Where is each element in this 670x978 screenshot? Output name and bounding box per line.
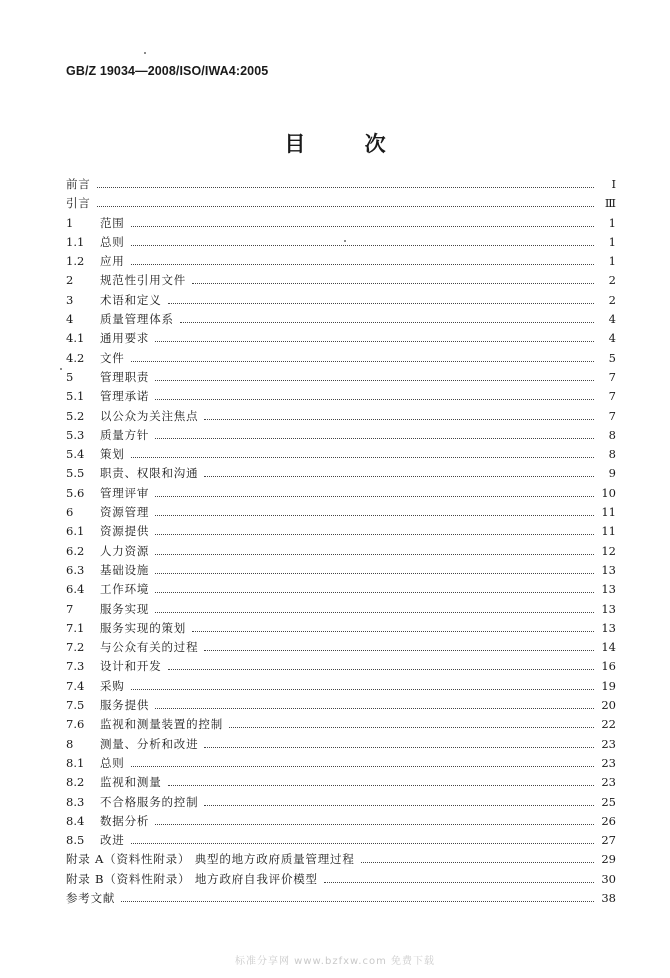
toc-entry-page: 20	[601, 698, 616, 713]
toc-entry	[66, 408, 616, 427]
toc-entry-number: 8.1	[66, 755, 85, 770]
dot-leader	[97, 206, 594, 207]
toc-entry-title: 范围	[100, 215, 125, 230]
toc-entry	[66, 292, 616, 311]
toc-entry-title: 总则	[100, 234, 125, 249]
toc-entry-page: 7	[608, 408, 616, 423]
dot-leader	[121, 901, 594, 902]
dot-leader	[131, 361, 594, 362]
toc-entry	[66, 485, 616, 504]
toc-entry-title: 工作环境	[100, 582, 150, 597]
toc-entry-page: 5	[608, 350, 616, 365]
toc-entry-title: 人力资源	[100, 543, 150, 558]
toc-entry-page: 27	[601, 833, 616, 848]
toc-entry-page: 13	[601, 582, 616, 597]
toc-entry-page: 19	[601, 678, 616, 693]
toc-entry-page: 4	[608, 331, 616, 346]
toc-entry-page: 10	[601, 485, 616, 500]
scan-speck	[60, 368, 62, 370]
toc-entry-number: 4.2	[66, 350, 85, 365]
toc-entry-number: 5.1	[66, 389, 85, 404]
toc-entry	[66, 851, 616, 870]
toc-entry	[66, 253, 616, 272]
toc-entry-title: 服务提供	[100, 698, 150, 713]
toc-entry-number: 1.2	[66, 254, 85, 269]
toc-entry-number: 7.4	[66, 678, 85, 693]
toc-entry	[66, 832, 616, 851]
toc-entry-title: 文件	[100, 350, 125, 365]
toc-entry-number: 2	[66, 273, 74, 288]
toc-entry-number: 4.1	[66, 331, 85, 346]
dot-leader	[131, 766, 594, 767]
toc-entry-number: 8.3	[66, 794, 85, 809]
toc-entry-number: 6.4	[66, 582, 85, 597]
dot-leader	[168, 785, 595, 786]
toc-entry	[66, 581, 616, 600]
toc-entry-title: 监视和测量	[100, 775, 162, 790]
toc-entry-title: 基础设施	[100, 562, 150, 577]
toc-entry-number: 4	[66, 312, 74, 327]
toc-entry	[66, 272, 616, 291]
dot-leader	[204, 476, 594, 477]
toc-entry-page: 7	[608, 369, 616, 384]
toc-entry-number: 6.1	[66, 524, 85, 539]
toc-entry-page: 8	[608, 447, 616, 462]
dot-leader	[155, 515, 594, 516]
dot-leader	[204, 650, 594, 651]
toc-entry-number: 7.3	[66, 659, 85, 674]
toc-entry-number: 5	[66, 369, 74, 384]
toc-entry-number: 6.3	[66, 562, 85, 577]
toc-entry-number: 3	[66, 292, 74, 307]
toc-entry	[66, 311, 616, 330]
toc-entry-title: 监视和测量装置的控制	[100, 717, 223, 732]
toc-entry-number: 5.2	[66, 408, 85, 423]
toc-entry-page: 2	[608, 273, 616, 288]
toc-entry-page: 4	[608, 312, 616, 327]
toc-entry-title: 服务实现的策划	[100, 620, 187, 635]
toc-entry-title: 参考文献	[66, 890, 116, 905]
toc-entry-title: 以公众为关注焦点	[100, 408, 199, 423]
toc-entry-page: 14	[601, 640, 616, 655]
toc-entry-title: 质量管理体系	[100, 312, 174, 327]
dot-leader	[97, 187, 594, 188]
toc-entry-page: 12	[601, 543, 616, 558]
toc-entry	[66, 716, 616, 735]
toc-entry-title: 资源提供	[100, 524, 150, 539]
dot-leader	[180, 322, 594, 323]
toc-entry-page: 9	[608, 466, 616, 481]
toc-entry	[66, 330, 616, 349]
toc-entry-title: 附录 B（资料性附录） 地方政府自我评价模型	[66, 871, 318, 886]
toc-entry	[66, 543, 616, 562]
toc-entry-number: 7.2	[66, 640, 85, 655]
toc-entry-title: 设计和开发	[100, 659, 162, 674]
toc-entry-title: 资源管理	[100, 505, 150, 520]
toc-entry	[66, 215, 616, 234]
dot-leader	[155, 496, 594, 497]
dot-leader	[131, 264, 594, 265]
toc-entry-number: 5.4	[66, 447, 85, 462]
toc-entry	[66, 658, 616, 677]
toc-entry-page: Ⅰ	[611, 177, 616, 191]
toc-entry	[66, 504, 616, 523]
dot-leader	[131, 689, 594, 690]
toc-entry-page: 22	[601, 717, 616, 732]
page-title: 目 次	[284, 132, 412, 156]
toc-entry-number: 7	[66, 601, 74, 616]
toc-entry-page: 38	[601, 890, 616, 905]
toc-entry	[66, 427, 616, 446]
toc-entry-page: 11	[601, 524, 616, 539]
dot-leader	[155, 554, 594, 555]
toc-entry-number: 8.4	[66, 813, 85, 828]
toc-entry-title: 引言	[66, 196, 91, 211]
toc-entry-page: 13	[601, 620, 616, 635]
toc-entry	[66, 195, 616, 214]
toc-entry-number: 7.5	[66, 698, 85, 713]
toc-entry	[66, 601, 616, 620]
toc-entry	[66, 562, 616, 581]
toc-entry-title: 管理职责	[100, 369, 150, 384]
dot-leader	[155, 380, 594, 381]
toc-entry	[66, 813, 616, 832]
toc-entry-page: 8	[608, 427, 616, 442]
toc-entry	[66, 678, 616, 697]
toc-entry-number: 5.5	[66, 466, 85, 481]
toc-entry-page: 11	[601, 505, 616, 520]
toc-entry-title: 管理评审	[100, 485, 150, 500]
toc-entry-page: 23	[601, 775, 616, 790]
toc-entry-title: 改进	[100, 833, 125, 848]
toc-entry-page: 23	[601, 755, 616, 770]
toc-entry	[66, 697, 616, 716]
toc-entry-title: 管理承诺	[100, 389, 150, 404]
dot-leader	[155, 573, 594, 574]
toc-entry-title: 前言	[66, 177, 91, 191]
dot-leader	[131, 226, 594, 227]
scan-speck	[344, 240, 346, 242]
toc-entry-number: 8.2	[66, 775, 85, 790]
toc-entry-title: 策划	[100, 447, 125, 462]
toc-entry-title: 服务实现	[100, 601, 150, 616]
dot-leader	[131, 245, 594, 246]
toc-entry-number: 1	[66, 215, 74, 230]
toc-entry-page: 30	[601, 871, 616, 886]
dot-leader	[131, 457, 594, 458]
table-of-contents	[66, 176, 616, 909]
toc-entry-page: 13	[601, 562, 616, 577]
toc-entry-title: 总则	[100, 755, 125, 770]
toc-entry-page: 7	[608, 389, 616, 404]
toc-entry-title: 数据分析	[100, 813, 150, 828]
toc-entry	[66, 465, 616, 484]
dot-leader	[155, 399, 594, 400]
toc-entry-title: 应用	[100, 254, 125, 269]
scan-speck	[144, 52, 146, 54]
toc-entry-title: 质量方针	[100, 427, 150, 442]
toc-entry-page: 1	[608, 234, 616, 249]
toc-entry-number: 6	[66, 505, 74, 520]
toc-entry-number: 5.3	[66, 427, 85, 442]
toc-entry-title: 与公众有关的过程	[100, 640, 199, 655]
toc-entry	[66, 350, 616, 369]
toc-entry	[66, 446, 616, 465]
dot-leader	[204, 419, 594, 420]
toc-entry-title: 规范性引用文件	[100, 273, 187, 288]
watermark-footer: 标准分享网 www.bzfxw.com 免费下载	[235, 956, 435, 967]
toc-entry-page: 29	[601, 852, 616, 867]
dot-leader	[204, 747, 594, 748]
toc-entry	[66, 369, 616, 388]
toc-entry-page: 16	[601, 659, 616, 674]
toc-entry-title: 测量、分析和改进	[100, 736, 199, 751]
toc-entry-title: 职责、权限和沟通	[100, 466, 199, 481]
dot-leader	[155, 534, 594, 535]
dot-leader	[155, 592, 594, 593]
document-code: GB/Z 19034—2008/ISO/IWA4:2005	[66, 64, 269, 78]
toc-entry	[66, 523, 616, 542]
toc-entry-number: 6.2	[66, 543, 85, 558]
toc-entry	[66, 736, 616, 755]
dot-leader	[155, 438, 594, 439]
toc-entry-number: 1.1	[66, 234, 85, 249]
toc-entry-page: 1	[608, 254, 616, 269]
toc-entry-number: 5.6	[66, 485, 85, 500]
toc-entry-page: 1	[608, 215, 616, 230]
toc-entry-page: Ⅲ	[604, 196, 616, 211]
dot-leader	[192, 631, 594, 632]
toc-entry-page: 13	[601, 601, 616, 616]
toc-entry	[66, 639, 616, 658]
toc-entry	[66, 871, 616, 890]
dot-leader	[361, 862, 594, 863]
toc-entry-number: 7.6	[66, 717, 85, 732]
toc-entry-title: 附录 A（资料性附录） 典型的地方政府质量管理过程	[66, 852, 355, 867]
dot-leader	[155, 341, 594, 342]
dot-leader	[168, 303, 595, 304]
dot-leader	[155, 612, 594, 613]
toc-entry	[66, 774, 616, 793]
toc-entry	[66, 890, 616, 909]
toc-entry-title: 通用要求	[100, 331, 150, 346]
toc-entry-page: 23	[601, 736, 616, 751]
toc-entry	[66, 176, 616, 195]
toc-entry	[66, 755, 616, 774]
toc-entry	[66, 388, 616, 407]
toc-entry-page: 25	[601, 794, 616, 809]
toc-entry-page: 2	[608, 292, 616, 307]
dot-leader	[192, 283, 594, 284]
dot-leader	[168, 669, 595, 670]
dot-leader	[155, 824, 594, 825]
dot-leader	[324, 882, 594, 883]
dot-leader	[229, 727, 594, 728]
dot-leader	[204, 805, 594, 806]
toc-entry-title: 术语和定义	[100, 292, 162, 307]
toc-entry-number: 8.5	[66, 833, 85, 848]
toc-entry	[66, 234, 616, 253]
toc-entry-number: 8	[66, 736, 74, 751]
toc-entry	[66, 620, 616, 639]
toc-entry	[66, 794, 616, 813]
dot-leader	[131, 843, 594, 844]
toc-entry-page: 26	[601, 813, 616, 828]
toc-entry-title: 不合格服务的控制	[100, 794, 199, 809]
dot-leader	[155, 708, 594, 709]
toc-entry-number: 7.1	[66, 620, 85, 635]
toc-entry-title: 采购	[100, 678, 125, 693]
